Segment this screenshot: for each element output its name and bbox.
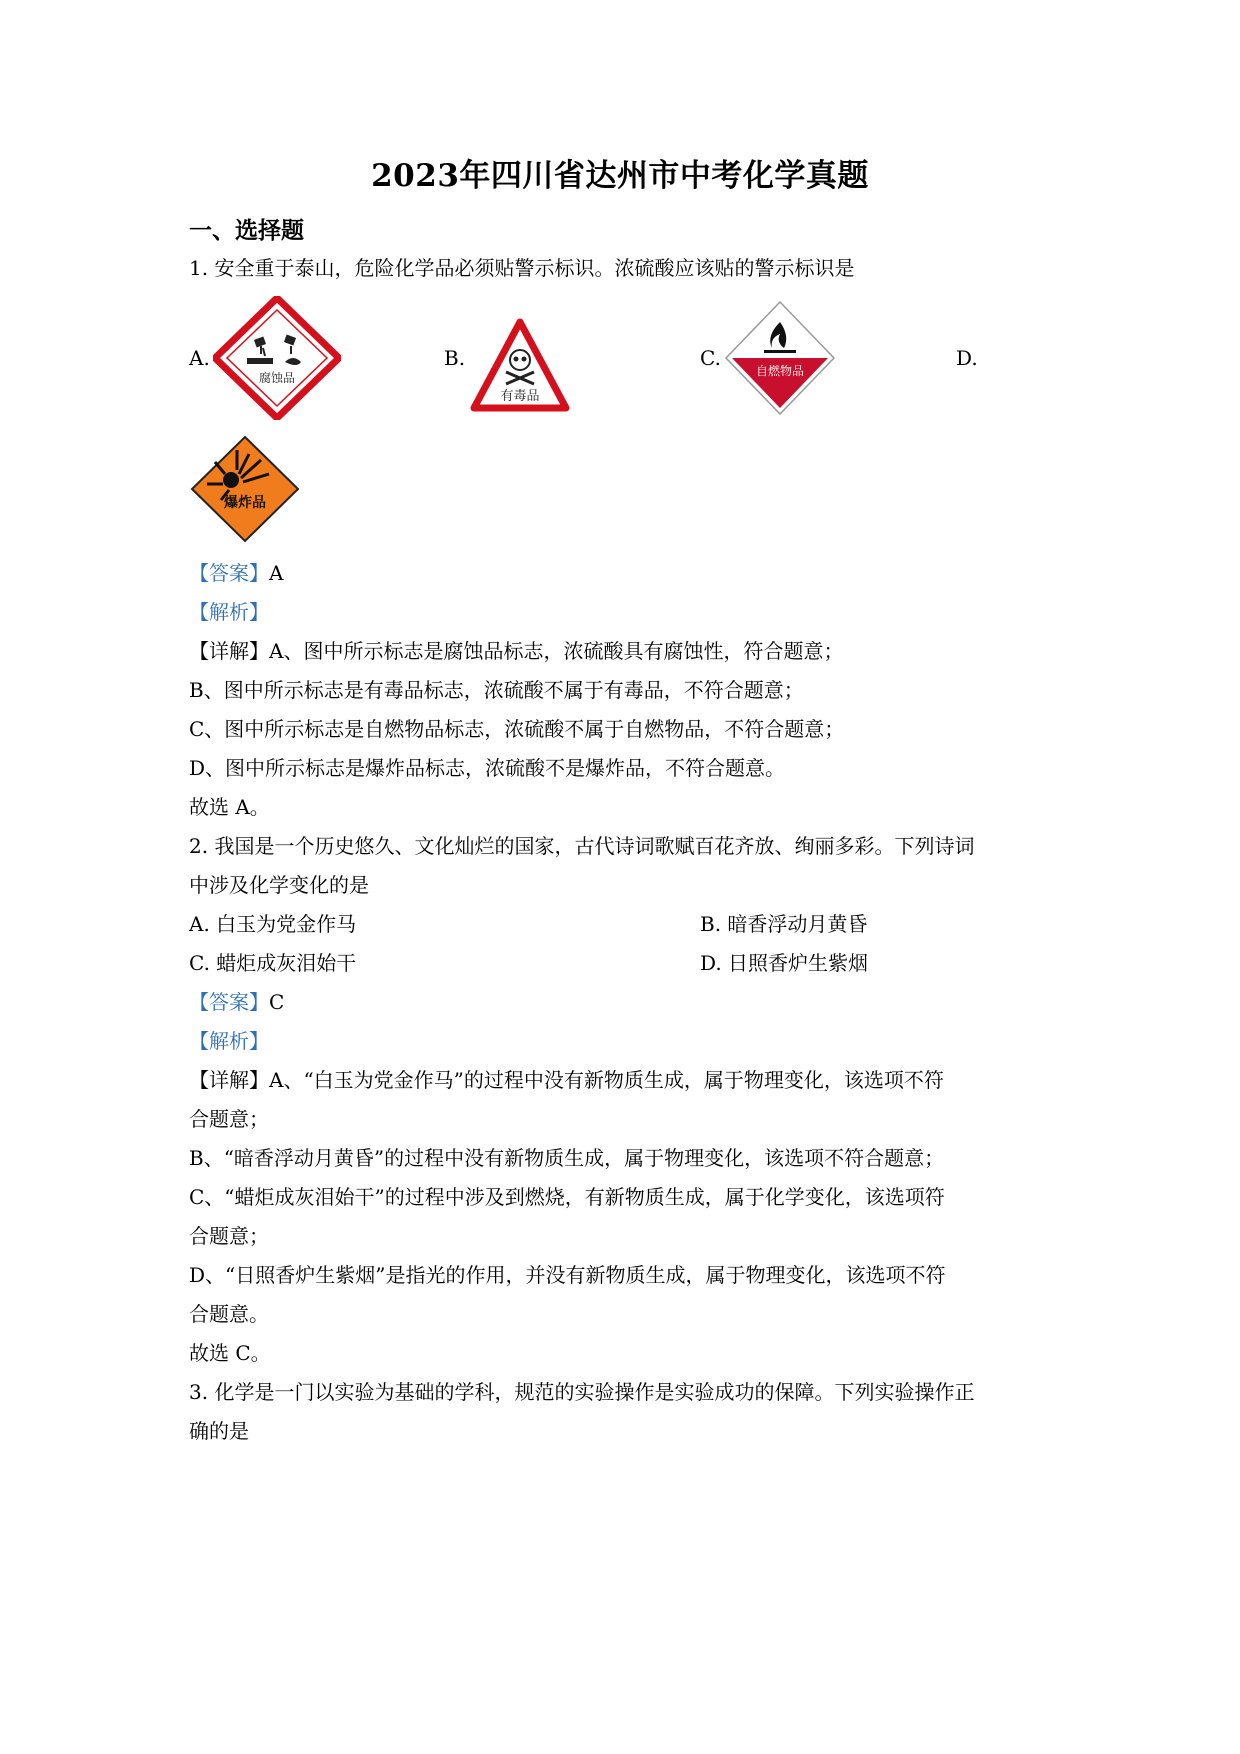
q2-option-b: B. 暗香浮动月黄昏	[700, 912, 868, 936]
q2-detail-c: C、“蜡炬成灰泪始干”的过程中涉及到燃烧，有新物质生成，属于化学变化，该选项符	[189, 1185, 945, 1209]
q3-stem-line-1: 3. 化学是一门以实验为基础的学科，规范的实验操作是实验成功的保障。下列实验操作正	[189, 1380, 975, 1404]
q2-detail-b: B、“暗香浮动月黄昏”的过程中没有新物质生成，属于物理变化，该选项不符合题意；	[189, 1146, 945, 1170]
q1-detail-d: D、图中所示标志是爆炸品标志，浓硫酸不是爆炸品，不符合题意。	[189, 756, 786, 780]
q2-answer-tag: 【答案】	[189, 990, 269, 1014]
q2-analysis-tag: 【解析】	[189, 1029, 269, 1053]
q2-option-a: A. 白玉为党金作马	[189, 912, 357, 936]
q3-stem-line-2: 确的是	[189, 1419, 249, 1443]
q2-detail-a-cont: 合题意；	[189, 1107, 269, 1131]
q1-option-d-label: D.	[956, 346, 978, 370]
toxic-sign-text: 有毒品	[500, 389, 540, 404]
q2-detail-d: D、“日照香炉生紫烟”是指光的作用，并没有新物质生成，属于物理变化，该选项不符	[189, 1263, 946, 1287]
q1-option-a-label: A.	[189, 346, 210, 370]
explosive-sign-icon	[189, 434, 301, 544]
q1-detail-b: B、图中所示标志是有毒品标志，浓硫酸不属于有毒品，不符合题意；	[189, 678, 804, 702]
q1-option-b-label: B.	[444, 346, 466, 370]
q2-conclusion: 故选 C。	[189, 1341, 271, 1365]
q2-detail-tag: 【详解】	[189, 1068, 269, 1092]
q1-answer-tag: 【答案】	[189, 561, 269, 585]
toxic-sign-icon	[470, 318, 570, 414]
q1-conclusion: 故选 A。	[189, 795, 270, 819]
page-title: 2023年四川省达州市中考化学真题	[371, 158, 869, 194]
q2-answer-value: C	[269, 990, 285, 1014]
q2-detail-c-cont: 合题意；	[189, 1224, 269, 1248]
spontaneous-combustion-sign-text: 自燃物品	[755, 364, 805, 378]
section-heading: 一、选择题	[189, 217, 304, 244]
q2-detail-d-cont: 合题意。	[189, 1302, 269, 1326]
q2-detail-line	[189, 1066, 944, 1094]
q1-answer-value: A	[269, 561, 284, 585]
q2-stem-line-2: 中涉及化学变化的是	[189, 873, 369, 897]
corrosive-sign-text: 腐蚀品	[258, 371, 296, 385]
q2-stem-line-1: 2. 我国是一个历史悠久、文化灿烂的国家，古代诗词歌赋百花齐放、绚丽多彩。下列诗词	[189, 834, 975, 858]
spontaneous-combustion-sign-icon	[724, 300, 836, 416]
q1-option-c-label: C.	[700, 346, 721, 370]
q2-option-d: D. 日照香炉生紫烟	[700, 951, 869, 975]
q2-answer-line	[189, 988, 284, 1016]
q1-detail-line	[189, 637, 843, 665]
q1-analysis-tag: 【解析】	[189, 600, 269, 624]
q1-stem: 1. 安全重于泰山，危险化学品必须贴警示标识。浓硫酸应该贴的警示标识是	[189, 256, 855, 280]
q1-detail-tag: 【详解】	[189, 639, 269, 663]
q1-detail-c: C、图中所示标志是自燃物品标志，浓硫酸不属于自燃物品，不符合题意；	[189, 717, 845, 741]
q1-detail-text: A、图中所示标志是腐蚀品标志，浓硫酸具有腐蚀性，符合题意；	[269, 639, 844, 663]
corrosive-sign-icon	[213, 296, 341, 420]
explosive-sign-text: 爆炸品	[224, 495, 266, 511]
q2-detail-text: A、“白玉为党金作马”的过程中没有新物质生成，属于物理变化，该选项不符	[269, 1068, 944, 1092]
q1-answer-line	[189, 559, 283, 587]
q2-option-c: C. 蜡炬成灰泪始干	[189, 951, 357, 975]
